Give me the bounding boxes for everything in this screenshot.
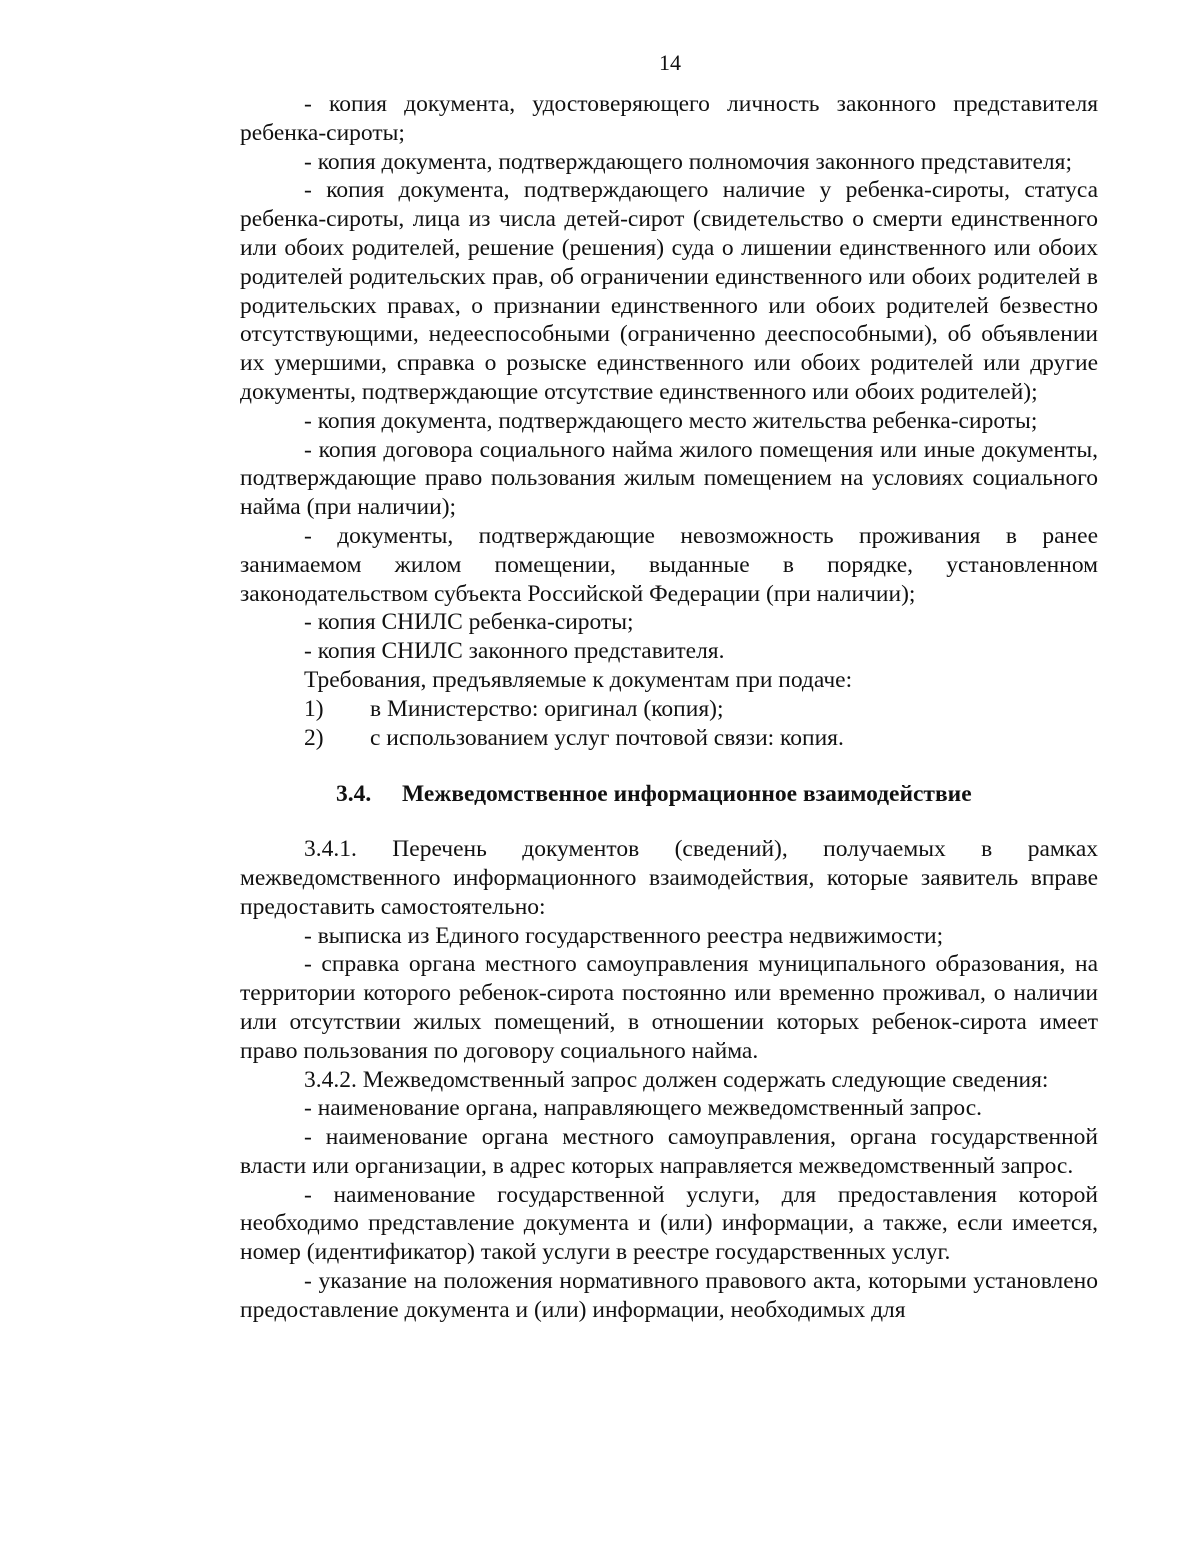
paragraph: - выписка из Единого государственного реестра недвижимости; (304, 922, 944, 949)
paragraph: - копия документа, подтверждающего полномочия законного представителя; (304, 148, 1072, 175)
paragraph: - копия документа, подтверждающего наличие у ребенка-сироты, статуса ребенка-сироты, лица из числа детей-сирот (свидетельство о смерти единственного или обоих родителей, решение (решения) суда о лишении единственного или обоих родителей родительских прав, об ограничении единственного или обоих родителей в родительских правах, о признании единственного или обоих родителей безвестно отсутствующими, недееспособными (ограниченно дееспособными), об объявлении их умершими, справка о розыске единственного или обоих родителей или другие документы, подтверждающие отсутствие единственного или обоих родителей); (240, 177, 1098, 405)
paragraph: - копия СНИЛС законного представителя. (304, 638, 725, 665)
item-text: с использованием услуг почтовой связи: копия. (370, 724, 844, 751)
document-body (240, 90, 1098, 1325)
numbered-item (240, 724, 1098, 753)
item-number: 1) (304, 695, 324, 722)
section-number: 3.4. (336, 781, 372, 808)
paragraph: - копия СНИЛС ребенка-сироты; (304, 609, 634, 636)
paragraph: 3.4.1. Перечень документов (сведений), получаемых в рамках межведомственного информационного взаимодействия, которые заявитель вправе предоставить самостоятельно: (240, 836, 1098, 920)
paragraph: - копия договора социального найма жилого помещения или иные документы, подтверждающие право пользования жилым помещением на условиях социального найма (при наличии); (240, 436, 1098, 521)
paragraph: - указание на положения нормативного правового акта, которыми установлено предоставление документа и (или) информации, необходимых для (240, 1268, 1098, 1323)
paragraph: - наименование органа местного самоуправления, органа государственной власти или организации, в адрес которых направляется межведомственный запрос. (240, 1124, 1098, 1179)
numbered-item (240, 695, 1098, 724)
paragraph: - наименование государственной услуги, для предоставления которой необходимо представление документа и (или) информации, а также, если имеется, номер (идентификатор) такой услуги в реестре государственных услуг. (240, 1181, 1098, 1266)
paragraph: - копия документа, подтверждающего место жительства ребенка-сироты; (304, 407, 1038, 434)
item-number: 2) (304, 724, 324, 751)
paragraph: - наименование органа, направляющего межведомственный запрос. (304, 1095, 983, 1122)
paragraph: Требования, предъявляемые к документам при подаче: (304, 666, 853, 693)
section-title: Межведомственное информационное взаимодействие (402, 781, 972, 808)
item-text: в Министерство: оригинал (копия); (370, 695, 724, 722)
paragraph: - документы, подтверждающие невозможность проживания в ранее занимаемом жилом помещении, выданные в порядке, установленном законодательством субъекта Российской Федерации (при наличии); (240, 522, 1098, 607)
paragraph: - справка органа местного самоуправления муниципального образования, на территории которого ребенок-сирота постоянно или временно проживал, о наличии или отсутствии жилых помещений, в отношении которых ребенок-сирота имеет право пользования по договору социального найма. (240, 951, 1098, 1064)
section-heading (240, 780, 1098, 809)
paragraph: 3.4.2. Межведомственный запрос должен содержать следующие сведения: (304, 1066, 1049, 1093)
page-number: 14 (659, 50, 681, 75)
paragraph: - копия документа, удостоверяющего личность законного представителя ребенка-сироты; (240, 91, 1098, 146)
